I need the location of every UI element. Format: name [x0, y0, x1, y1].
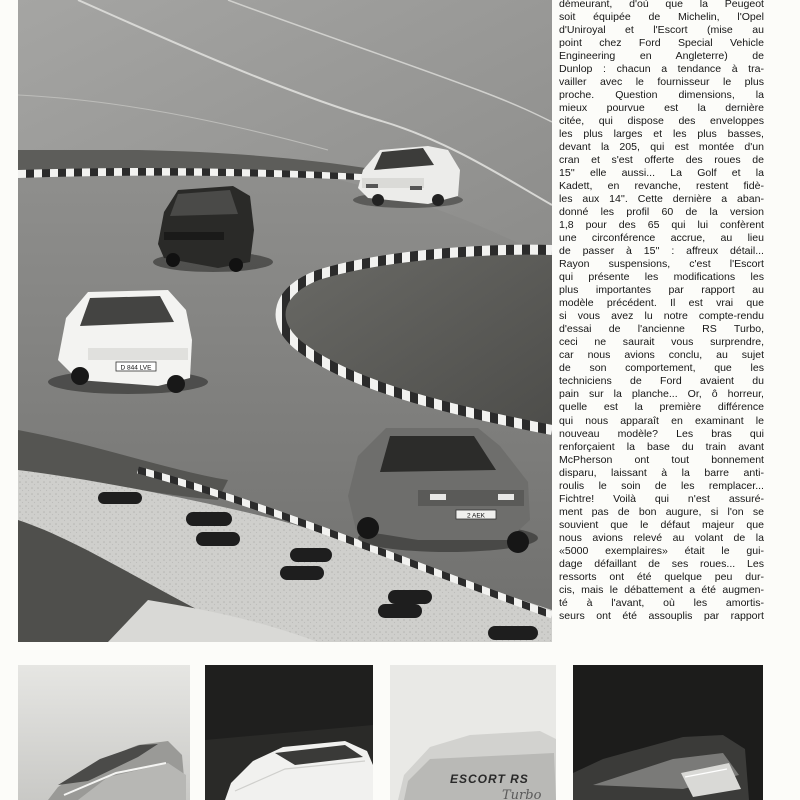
article-line: d'Uniroyal et l'Escort (mise au — [559, 24, 764, 37]
article-line: d'essai de l'ancienne RS Turbo, — [559, 323, 764, 336]
article-line: 1,8 pour des 65 qui lui confèrent — [559, 219, 764, 232]
article-line: cis, mais le débattement a été augmen- — [559, 583, 764, 596]
article-line: donné les profil 60 de la version — [559, 206, 764, 219]
article-line: ceci ne saurait vous surprendre, — [559, 336, 764, 349]
article-line: Kadett, en revanche, restent fidè- — [559, 180, 764, 193]
article-line: de son comportement, que les — [559, 362, 764, 375]
article-line: Fichtre! Voilà qui n'est assuré- — [559, 492, 764, 505]
article-line: mieux pourvue est la dernière — [559, 102, 764, 115]
article-line: de passer à 15'' : affreux détail... — [559, 245, 764, 258]
article-line: car nous avions conclu, au sujet — [559, 349, 764, 362]
article-line: proche. Question dimensions, la — [559, 89, 764, 102]
article-line: citée, qui dispose des enveloppes — [559, 115, 764, 128]
article-line: ressorts ont été quelque peu dur- — [559, 570, 764, 583]
article-line: soit équipée de Michelin, l'Opel — [559, 11, 764, 24]
article-line: les aux 14''. Cette dernière a aban- — [559, 193, 764, 206]
article-line: Engineering en Angleterre) de — [559, 50, 764, 63]
article-line: Rayon suspensions, c'est l'Escort — [559, 258, 764, 271]
article-line: cran et s'est offerte des roues de — [559, 154, 764, 167]
article-line: roulis le soin de les remplacer... — [559, 479, 764, 492]
article-line: «5000 exemplaires» était le gui- — [559, 544, 764, 557]
badge-escort-rs: ESCORT RS — [450, 772, 529, 786]
badge-script: Turbo — [502, 788, 542, 800]
article-line: techniciens de Ford avaient du — [559, 375, 764, 388]
article-line: Dunlop : chacun a tendance à tra- — [559, 63, 764, 76]
article-line: si vous avez lu notre compte-rendu — [559, 310, 764, 323]
article-line: quelle est la première différence — [559, 401, 764, 414]
article-line: devant la 205, qui est montée d'un — [559, 141, 764, 154]
article-line: nous avions relevé au volant de la — [559, 531, 764, 544]
article-line: plus importantes par rapport au — [559, 284, 764, 297]
plate-escort: D 844 LVE — [120, 364, 152, 372]
article-line: ment pas de bon augure, si l'on se — [559, 505, 764, 518]
article-line: qui présente les modifications les — [559, 271, 764, 284]
article-line: démeurant, d'où que la Peugeot — [559, 0, 764, 10]
article-line: vailler avec le fournisseur le plus — [559, 76, 764, 89]
main-photo — [18, 0, 552, 642]
article-line: disparu, laissant à la barre anti- — [559, 466, 764, 479]
article-line: souvient que le défaut majeur que — [559, 518, 764, 531]
article-line: McPherson ont tout bonnement — [559, 453, 764, 466]
article-line: seurs ont été assouplis par rapport — [559, 609, 764, 622]
article-column — [559, 0, 764, 644]
article-line: qui nous apparaît en examinant le — [559, 414, 764, 427]
article-line: renforçaient la base du train avant — [559, 440, 764, 453]
photo-badge — [390, 665, 556, 800]
article-line: té à l'avant, où les amortis- — [559, 596, 764, 609]
track-scene — [18, 0, 552, 642]
photo-rear-spoiler — [18, 665, 190, 800]
article-line: une circonférence accrue, au lieu — [559, 232, 764, 245]
photo-front-nose — [205, 665, 373, 800]
article-line: dage défaillant de ses roues... Les — [559, 557, 764, 570]
article-line: les plus larges et les plus basses, — [559, 128, 764, 141]
plate-205: 2 AEK — [466, 512, 486, 520]
photo-rear-light — [573, 665, 763, 800]
article-line: point chez Ford Special Vehicle — [559, 37, 764, 50]
article-line: 15'' elle aussi... La Golf et la — [559, 167, 764, 180]
article-line: pain sur la planche... Or, ô horreur, — [559, 388, 764, 401]
article-line: modèle précédent. Il est vrai que — [559, 297, 764, 310]
article-line: nouveau modèle? Les bras qui — [559, 427, 764, 440]
